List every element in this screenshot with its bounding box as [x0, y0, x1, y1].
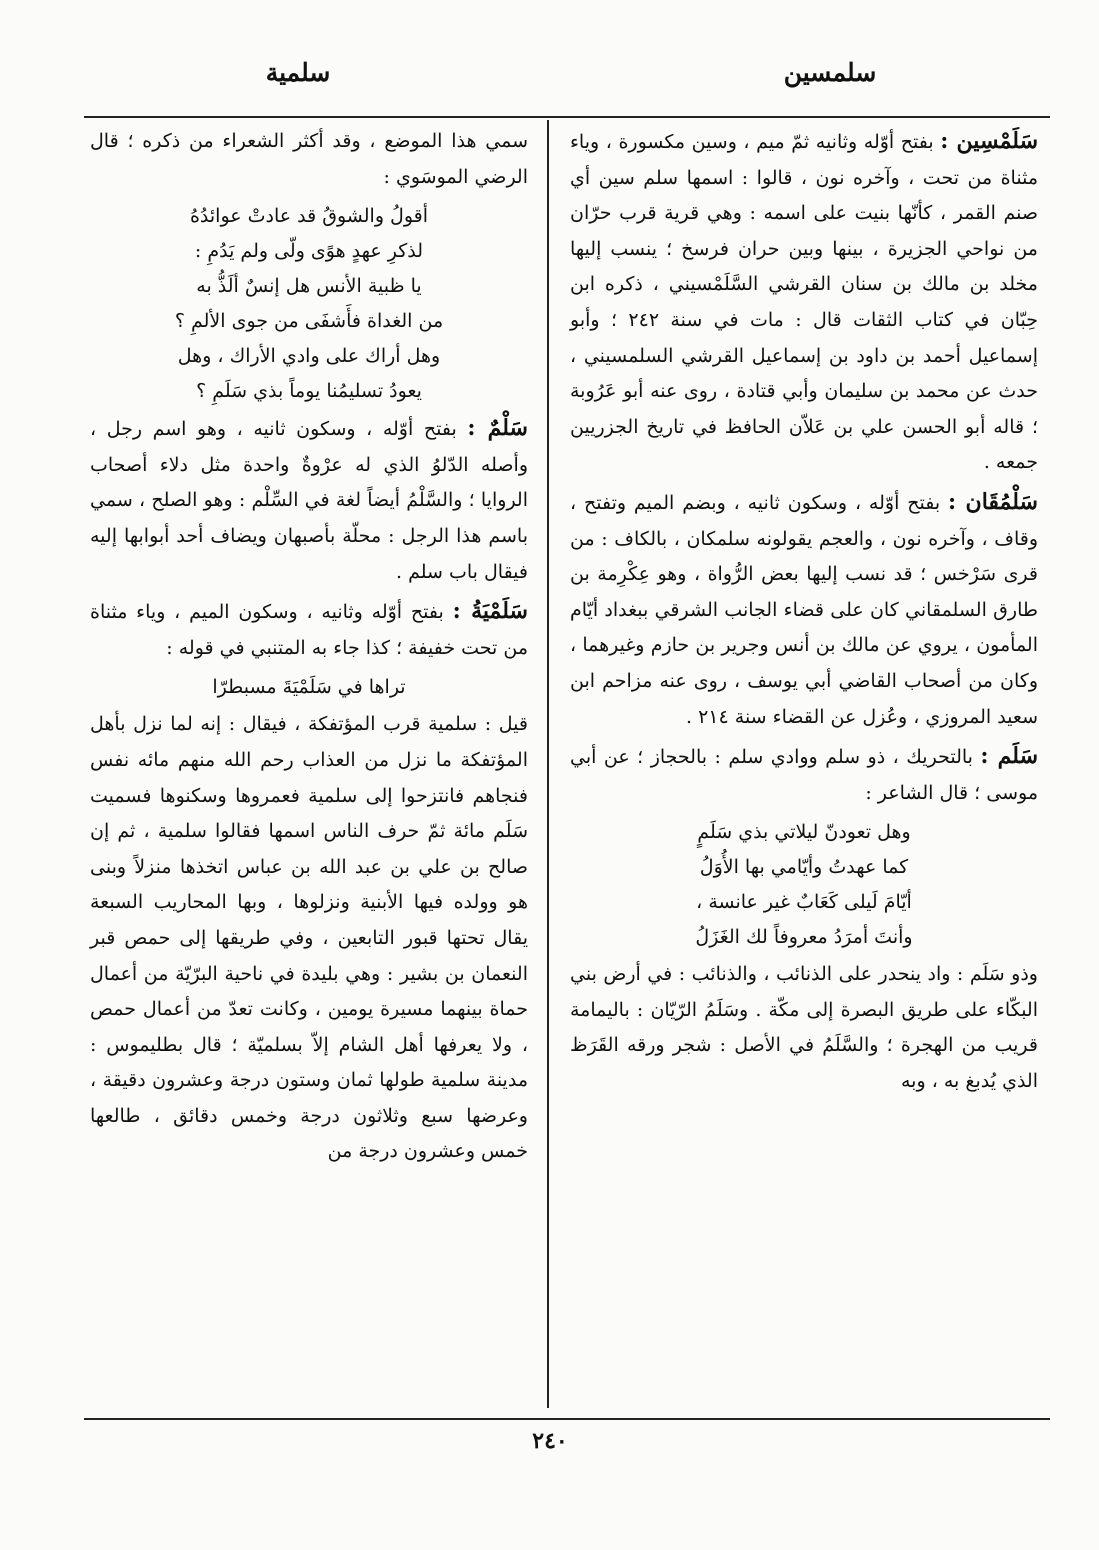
column-divider	[547, 120, 549, 1408]
top-rule	[84, 116, 1050, 118]
verse-line: يا ظبية الأنس هل إنسٌ ألَذُّ به	[196, 275, 422, 298]
entry-text: بفتح أوّله ، وسكون ثانيه ، وهو اسم رجل ، وأصله الدّلوُ الذي له عرْوةٌ واحدة مثل دلاء أصحاب الروايا ؛ والسَّلْمُ أيضاً لغة في السِّلْم : وهو الصلح ، سمي باسم هذا الرجل : محلّة بأصبهان ويضاف أحد أبوابها إليه فيقال باب سلم .	[90, 418, 528, 583]
verse-line: وهل أراك على وادي الأراك ، وهل	[177, 345, 441, 368]
verse-line: أقولُ والشوقُ قد عادتْ عوائدُهُ	[189, 205, 429, 228]
verse-line: من الغداة فأَشفَى من جوى الألمِ ؟	[174, 310, 444, 333]
poem	[90, 199, 528, 409]
poem	[570, 815, 1038, 955]
headword: سَلَمْسِين :	[940, 128, 1039, 154]
running-header-left: سلمية	[265, 58, 331, 87]
running-header-right: سلمسين	[783, 58, 877, 87]
entry-text: بالتحريك ، ذو سلم ووادي سلم : بالحجاز ؛ عن أبي موسى ؛ قال الشاعر :	[570, 746, 1038, 804]
entry-text-salamiya: قيل : سلمية قرب المؤتفكة ، فيقال : إنه لما نزل بأهل المؤتفكة ما نزل من العذاب رحم الله منهم مائه نفس فنجاهم فانتزحوا إلى سلمية فعمروها وسكنوها فسميت سَلَم مائة ثمّ حرف الناس اسمها فقالوا سلمية ، ثم إن صالح بن علي بن عبد الله بن عباس اتخذها منزلاً وبنى هو وولده فيها الأبنية ونزلوها ، وبها المحاريب السبعة يقال تحتها قبور التابعين ، وفي طريقها إلى حمص قبر النعمان بن بشير : وهي بليدة في ناحية البرّيّة من أعمال حماة بينهما مسيرة يومين ، وكانت تعدّ من أعمال حمص ، ولا يعرفها أهل الشام إلاّ بسلميّة ؛ قال بطليموس : مدينة سلمية طولها ثمان وستون درجة وعشرون دقيقة ، وعرضها سبع وثلاثون درجة وخمس دقائق ، طالعها خمس وعشرون درجة من	[90, 713, 528, 1163]
bottom-rule	[84, 1418, 1050, 1420]
entry-continuation: وذو سَلَم : واد ينحدر على الذنائب ، والذنائب : في أرض بني البكّاء على طريق البصرة إلى مكّة . وسَلَمُ الرّيّان : باليمامة قريب من الهجرة ؛ والسَّلَمُ في الأصل : شجر ورقه القَرَظ الذي يُدبغ به ، وبه	[570, 963, 1038, 1093]
verse-line: تراها في سَلَمْيَةَ مسبطرّا	[212, 676, 406, 699]
headword: سَلَمْيَةُ :	[452, 598, 528, 625]
entry-salamsin	[570, 124, 1038, 481]
verse-line: لذكرِ عهدٍ هوًى ولّى ولم يَدُمِ :	[194, 240, 424, 263]
verse-line: وأنتَ أمرَدُ معروفاً لك الغَزَلُ	[695, 926, 913, 949]
verse-line: يعودُ تسليمُنا يوماً بذي سَلَمِ ؟	[196, 380, 422, 403]
entry-text: بفتح أوّله ، وسكون ثانيه ، وبضم الميم وتفتح ، وقاف ، وآخره نون ، والعجم يقولونه سلمكان ، بالكاف : من قرى سَرْخس ؛ قد نسب إليها بعض الرُّواة ، وهو عِكْرِمة بن طارق السلمقاني كان على قضاء الجانب الشرقي ببغداد أيّام المأمون ، يروي عن مالك بن أنس وجرير بن حازم وغيرهما ، وكان من أصحاب القاضي أبي يوسف ، روى عنه مزاحم ابن سعيد المروزي ، وعُزل عن القضاء سنة ٢١٤ .	[570, 491, 1038, 728]
verse-line: أيّامَ لَيلى كَعَابٌ غير عانسة ،	[696, 891, 912, 914]
poem	[90, 670, 528, 705]
headword: سَلْمُقَان :	[947, 488, 1038, 515]
verse-line: وهل تعودنّ ليلاتي بذي سَلَمٍ	[697, 821, 911, 844]
page-number: ٢٤٠	[532, 1428, 568, 1454]
entry-salmuqan	[570, 485, 1038, 735]
entry-salamiya	[90, 594, 528, 666]
entry-salm	[90, 411, 528, 590]
headword: سَلْمٌ :	[467, 415, 528, 442]
verse-line: كما عهدتُ وأيّامي بها الأُوَلُ	[699, 856, 909, 879]
right-column	[570, 124, 1038, 1104]
entry-continuation: سمي هذا الموضع ، وقد أكثر الشعراء من ذكره ؛ قال الرضي الموسَوي :	[90, 130, 528, 188]
left-column	[90, 124, 528, 1174]
headword: سَلَم :	[980, 743, 1039, 770]
entry-salam	[570, 739, 1038, 811]
entry-text: بفتح أوّله وثانيه ثمّ ميم ، وسين مكسورة ، وياء مثناة من تحت ، وآخره نون ، قالوا : اسمها سلم سين أي صنم القمر ، كأنّها بنيت على اسمه : وهي قرية قرب حرّان من نواحي الجزيرة ، بينها وبين حران فرسخ ؛ ينسب إليها مخلد بن مالك بن سنان القرشي السَّلَمْسيني ، ذكره ابن حِبّان في كتاب الثقات قال : مات في سنة ٢٤٢ ؛ وأبو إسماعيل أحمد بن داود بن إسماعيل القرشي السلمسيني ، حدث عن محمد بن سليمان وأبي قتادة ، روى عنه أبو عَرُوبة ؛ قاله أبو الحسن علي بن عَلاّن الحافظ في تاريخ الجزريين جمعه .	[570, 131, 1038, 474]
entry-text: بفتح أوّله وثانيه ، وسكون الميم ، وياء مثناة من تحت خفيفة ؛ كذا جاء به المتنبي في قوله :	[90, 601, 528, 659]
